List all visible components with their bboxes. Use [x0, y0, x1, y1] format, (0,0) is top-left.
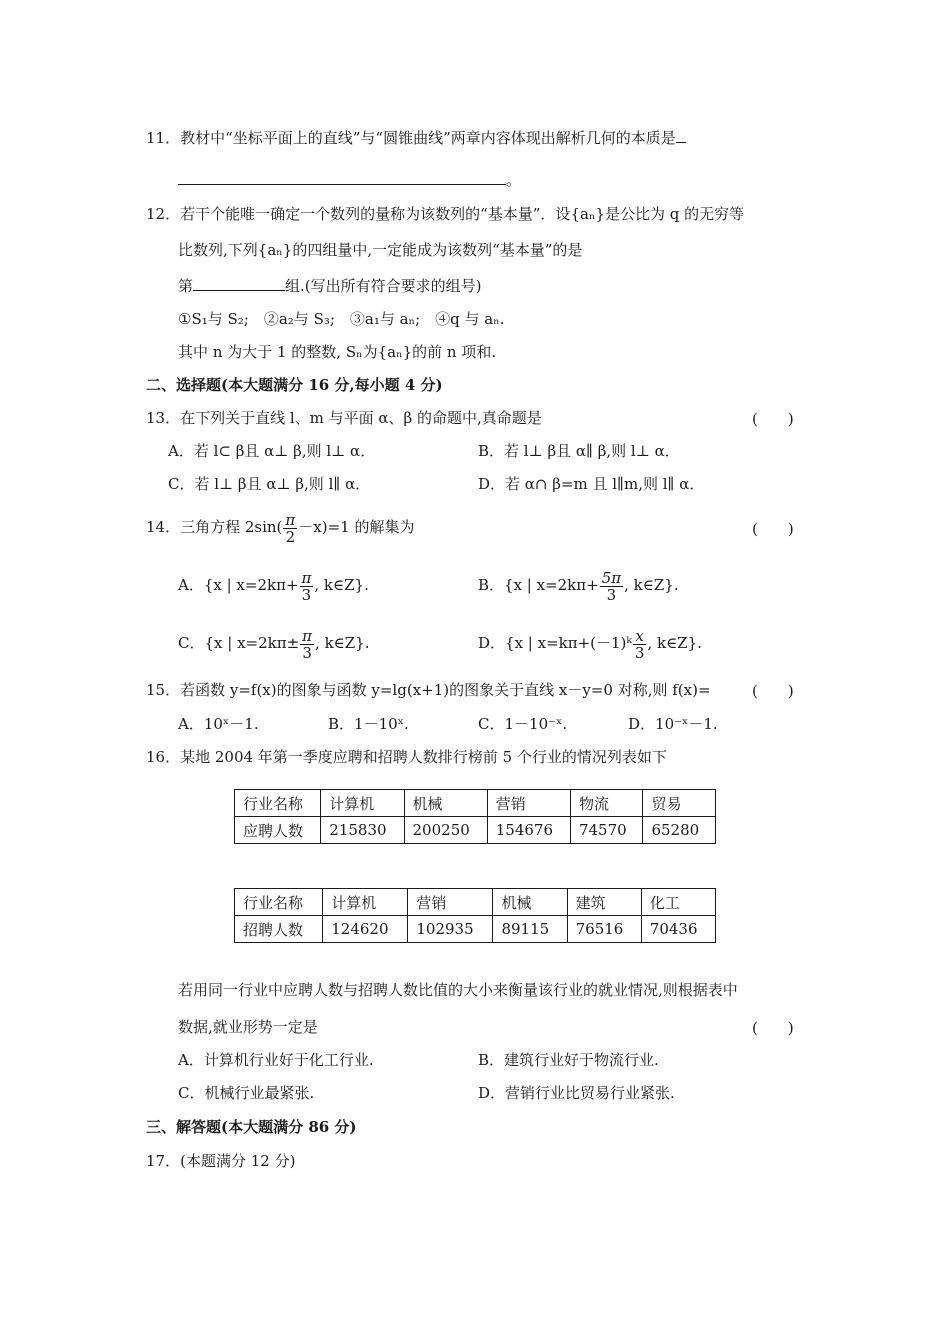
q16-text2: 数据,就业形势一定是	[178, 1018, 318, 1036]
fraction: $\frac{\pi}{3}$	[302, 626, 313, 662]
table-row	[235, 916, 716, 943]
section-heading: 二、选择题(本大题满分 16 分,每小题 4 分)	[146, 376, 443, 394]
table-cell: 行业名称	[235, 889, 323, 916]
table-cell: 营销	[487, 790, 570, 817]
table-cell: 招聘人数	[235, 916, 323, 943]
table-cell: 102935	[408, 916, 493, 943]
table-cell: 营销	[408, 889, 493, 916]
q16-text1: 若用同一行业中应聘人数与招聘人数比值的大小来衡量该行业的就业情况,则根据表中	[178, 981, 738, 999]
answer-paren[interactable]: ( )	[752, 1019, 794, 1037]
q17: 17．(本题满分 12 分)	[146, 1152, 296, 1170]
q15-stem: 15．若函数 y=f(x)的图象与函数 y=lg(x+1)的图象关于直线 x－y=0 对称,则 f(x)=	[146, 681, 711, 699]
q16-stem: 16．某地 2004 年第一季度应聘和招聘人数排行榜前 5 个行业的情况列表如下	[146, 748, 667, 766]
table-cell: 机械	[493, 889, 567, 916]
q13-stem: 13．在下列关于直线 l、m 与平面 α、β 的命题中,真命题是	[146, 409, 542, 427]
fraction: $\frac{5\pi}{3}$	[601, 568, 622, 604]
table-cell: 70436	[641, 916, 715, 943]
table-cell: 200250	[404, 817, 487, 844]
table-cell: 贸易	[643, 790, 716, 817]
answer-paren[interactable]: ( )	[752, 682, 794, 700]
q15-option-b: B．1－10ˣ.	[328, 715, 409, 733]
q14-option-c: C．{x | x=2kπ± $\frac{\pi}{3}$ , k∈Z}.	[178, 626, 370, 662]
table-row	[235, 817, 716, 844]
table-cell: 76516	[567, 916, 641, 943]
q12-line3: 第 组.(写出所有符合要求的组号)	[178, 277, 482, 295]
q14-option-b: B．{x | x=2kπ+ $\frac{5\pi}{3}$ , k∈Z}.	[478, 568, 679, 604]
table-cell: 154676	[487, 817, 570, 844]
table-cell: 124620	[323, 916, 408, 943]
table-cell: 物流	[570, 790, 643, 817]
q12-options: ①S₁与 S₂; ②a₂与 S₃; ③a₁与 aₙ; ④q 与 aₙ.	[178, 310, 505, 328]
table-cell: 应聘人数	[235, 817, 321, 844]
q14-stem: 14．三角方程 2sin( $\frac{\pi}{2}$ －x)=1 的解集为	[146, 510, 415, 546]
fraction: $\frac{\pi}{3}$	[301, 568, 312, 604]
q15-option-a: A．10ˣ－1.	[178, 715, 259, 733]
fraction: $\frac{\pi}{2}$	[285, 510, 296, 546]
q16-option-b: B．建筑行业好于物流行业.	[478, 1051, 659, 1069]
table-cell: 计算机	[321, 790, 404, 817]
q12: 12．若干个能唯一确定一个数列的量称为该数列的“基本量”．设{aₙ}是公比为 q 的无穷等	[146, 205, 745, 223]
q13-option-d: D．若 α∩ β=m 且 l∥m,则 l∥ α．	[478, 475, 705, 493]
q15-option-c: C．1－10⁻ˣ.	[478, 715, 568, 733]
q16-option-a: A．计算机行业好于化工行业.	[178, 1051, 374, 1069]
table-cell: 机械	[404, 790, 487, 817]
q15-option-d: D．10⁻ˣ－1.	[628, 715, 718, 733]
answer-paren[interactable]: ( )	[752, 520, 794, 538]
q16-option-c: C．机械行业最紧张.	[178, 1084, 315, 1102]
table-row	[235, 790, 716, 817]
q11-answer-line: 。	[178, 170, 521, 190]
fraction: $\frac{x}{3}$	[634, 626, 645, 662]
q14-option-a: A．{x | x=2kπ+ $\frac{\pi}{3}$ , k∈Z}.	[178, 568, 369, 604]
answer-blank[interactable]	[193, 276, 285, 291]
table-cell: 215830	[321, 817, 404, 844]
applicants-table	[234, 789, 716, 844]
q13-option-c: C．若 l⊥ β且 α⊥ β,则 l∥ α．	[168, 475, 371, 493]
table-cell: 化工	[641, 889, 715, 916]
answer-blank[interactable]	[178, 170, 506, 185]
q13-option-a: A．若 l⊂ β且 α⊥ β,则 l⊥ α．	[168, 442, 376, 460]
q16-option-d: D．营销行业比贸易行业紧张.	[478, 1084, 675, 1102]
q11: 11．教材中“坐标平面上的直线”与“圆锥曲线”两章内容体现出解析几何的本质是	[146, 128, 686, 148]
recruits-table	[234, 888, 716, 943]
table-cell: 建筑	[567, 889, 641, 916]
table-cell: 行业名称	[235, 790, 321, 817]
q12-line2: 比数列,下列{aₙ}的四组量中,一定能成为该数列“基本量”的是	[178, 241, 583, 259]
table-cell: 计算机	[323, 889, 408, 916]
section-heading: 三、解答题(本大题满分 86 分)	[146, 1118, 357, 1136]
answer-paren[interactable]: ( )	[752, 410, 794, 428]
q13-option-b: B．若 l⊥ β且 α∥ β,则 l⊥ α．	[478, 442, 680, 460]
table-cell: 74570	[570, 817, 643, 844]
table-row	[235, 889, 716, 916]
q12-note: 其中 n 为大于 1 的整数, Sₙ为{aₙ}的前 n 项和.	[178, 343, 497, 361]
table-cell: 65280	[643, 817, 716, 844]
table-cell: 89115	[493, 916, 567, 943]
q14-option-d: D．{x | x=kπ+(－1)ᵏ $\frac{x}{3}$ , k∈Z}.	[478, 626, 702, 662]
answer-blank[interactable]	[676, 128, 686, 143]
